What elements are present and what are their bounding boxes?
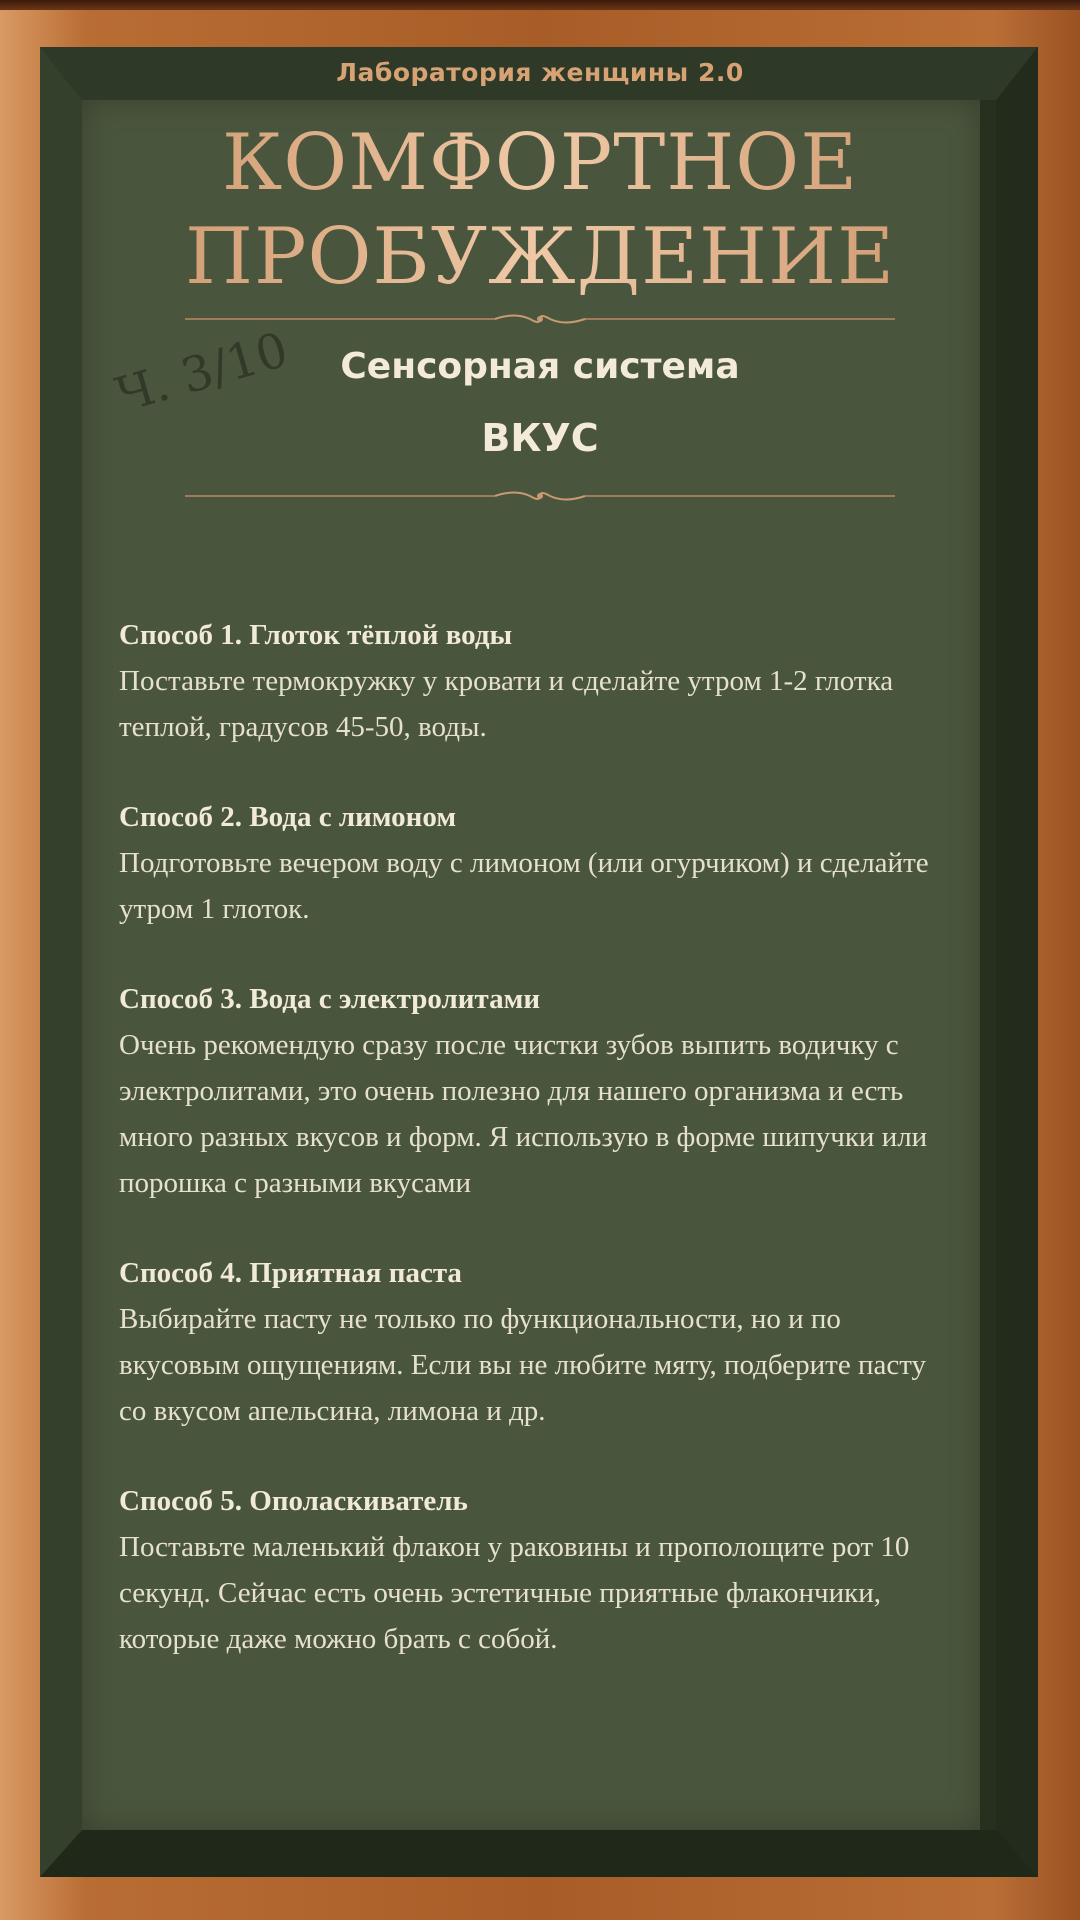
method-text: Поставьте маленький флакон у раковины и прополощите рот 10 секунд. Сейчас есть очень эстетичные приятные флакончики, которые даже можно брать с собой. (119, 1531, 910, 1655)
ornament-divider (185, 312, 895, 326)
method-title: Способ 3. Вода с электролитами (119, 983, 541, 1015)
brand-label: Лаборатория женщины 2.0 (336, 58, 744, 87)
method-title: Способ 5. Ополаскиватель (119, 1485, 468, 1517)
title-line-2: ПРОБУЖДЕНИЕ (0, 218, 1080, 296)
method-item (119, 976, 959, 1206)
method-item (119, 612, 959, 750)
method-item (119, 794, 959, 932)
method-title: Способ 1. Глоток тёплой воды (119, 619, 513, 651)
method-text: Выбирайте пасту не только по функциональности, но и по вкусовым ощущениям. Если вы не любите мяту, подберите пасту со вкусом апельсина, лимона и др. (119, 1303, 927, 1427)
subtitle-sense: ВКУС (481, 416, 599, 460)
method-title: Способ 2. Вода с лимоном (119, 801, 457, 833)
part-counter: Ч. 3/10 (110, 321, 295, 424)
method-text: Поставьте термокружку у кровати и сделайте утром 1-2 глотка теплой, градусов 45-50, воды. (119, 665, 894, 743)
ornament-divider (185, 489, 895, 503)
subtitle-system: Сенсорная система (340, 346, 740, 387)
method-item (119, 1478, 959, 1662)
method-title: Способ 4. Приятная паста (119, 1257, 462, 1289)
method-text: Подготовьте вечером воду с лимоном (или огурчиком) и сделайте утром 1 глоток. (119, 847, 929, 925)
methods-list (119, 612, 959, 1706)
title-line-1: КОМФОРТНОЕ (0, 124, 1080, 202)
method-text: Очень рекомендую сразу после чистки зубов выпить водичку с электролитами, это очень полезно для нашего организма и есть много разных вкусов и форм. Я использую в форме шипучки или порошка с разными вкусами (119, 1029, 928, 1199)
method-item (119, 1250, 959, 1434)
